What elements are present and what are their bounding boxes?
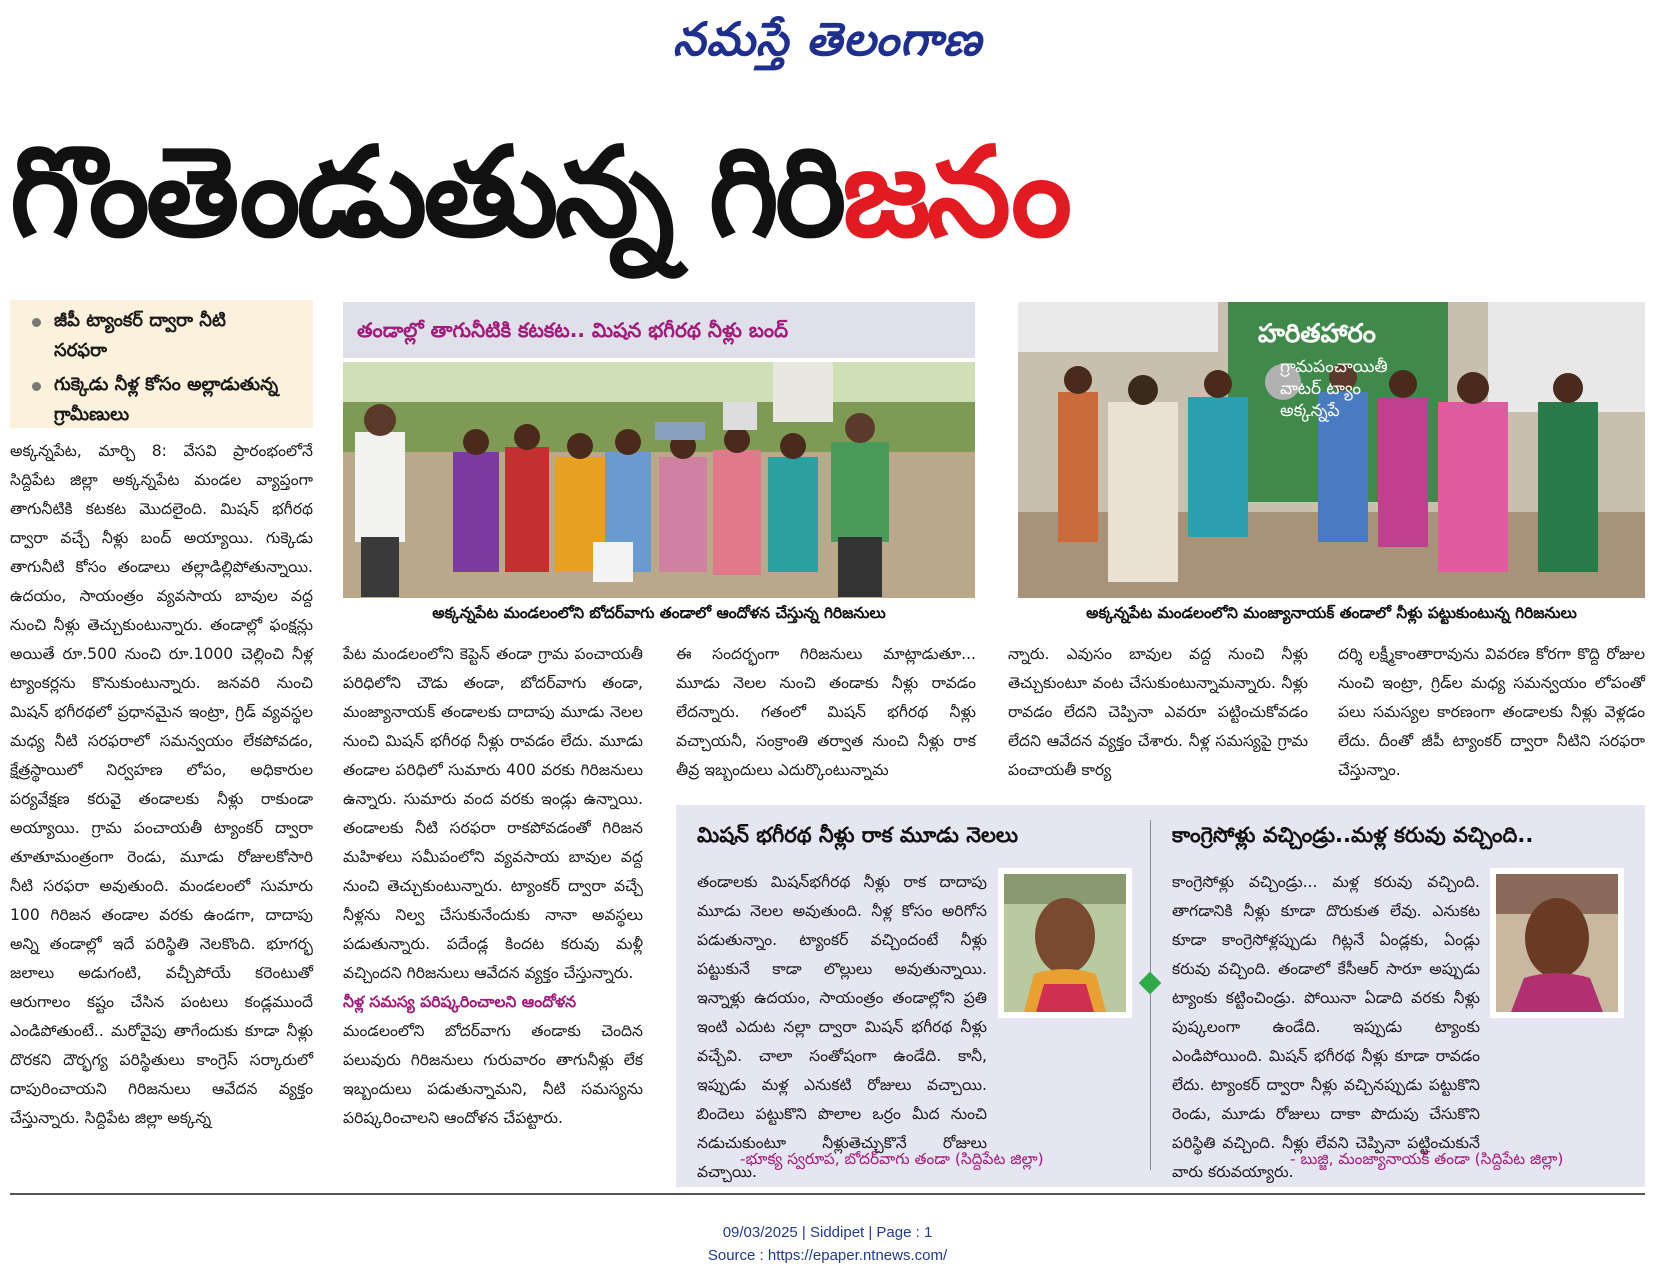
bullet-dot-icon bbox=[32, 318, 41, 327]
bullet-box bbox=[10, 300, 313, 428]
headline bbox=[10, 108, 1596, 280]
masthead-logo: నమస్తే తెలంగాణ bbox=[672, 12, 983, 66]
quote-right-text: కాంగ్రెసోళ్లు వచ్చిండ్రు... మళ్ల కరువు వచ్చింది. తాగడానికి నీళ్లు కూడా దొరుకుత లేవు. ఎనుకట కూడా కాంగ్రెసోళ్లప్పుడు గిట్లనే ఏండ్లకు, ఏండ్లు కరువు వచ్చింది. తండాలో కేసీఆర్ సారూ అప్పుడు ట్యాంకు కట్టించిండ్రు. పోయినా ఏడాది వరకు నీళ్లు పుష్కలంగా ఉండేది. ఇప్పుడు ట్యాంకు ఎండిపోయింది. మిషన్ భగీరథ నీళ్లు కూడా రావడం లేదు. ట్యాంకర్ ద్వారా నీళ్లు వచ్చినప్పుడు పట్టుకొని రెండు, మూడు రోజులు దాకా పొదుపు చేసుకొని పరిస్థితి వచ్చింది. నీళ్లు లేవని చెప్పినా పట్టించుకునే వారు కరువయ్యారు. bbox=[1172, 873, 1480, 1181]
photo-tanker bbox=[1018, 302, 1645, 598]
article-column-4 bbox=[1008, 640, 1308, 785]
bullet-dot-icon bbox=[32, 382, 41, 391]
portrait-left bbox=[998, 868, 1132, 1018]
article-text: పేట మండలంలోని కెప్టెన్ తండా గ్రామ పంచాయతీ పరిధిలోని చౌడు తండా, బోదర్‌వాగు తండా, మంజ్యానాయక్ తండాలకు దాదాపు మూడు నెలల నుంచి మిషన్ భగీరథ నీళ్లు రావడం లేదు. మూడు తండాల పరిధిలో సుమారు 400 వరకు గిరిజనులు ఉన్నారు. సుమారు వంద వరకు ఇండ్లు ఉన్నాయి. తండాలకు నీటి సరఫరా రాకపోవడంతో గిరిజన మహిళలు సమీపంలోని వ్యవసాయ బావుల వద్ద నుంచి తెచ్చుకుంటున్నారు. ట్యాంకర్ ద్వారా వచ్చే నీళ్లను నిల్వ చేసుకునేందుకు నానా అవస్థలు పడుతున్నారు. పదేండ్ల కిందట కరువు మళ్లీ వచ్చిందని గిరిజనులు ఆవేదన వ్యక్తం చేస్తున్నారు. bbox=[343, 645, 643, 982]
article-column-1 bbox=[10, 437, 313, 1137]
photo-sign-text: వాటర్ ట్యాం bbox=[1280, 379, 1362, 399]
article-text: దర్శి లక్ష్మీకాంతారావును వివరణ కోరగా కొద్ది రోజుల నుంచి ఇంట్రా, గ్రిడ్‌ల మధ్య సమన్వయం లోపంతో పలు సమస్యల కారణంగా తండాలకు నీళ్లు వెళ్లడం లేదు. దీంతో జీపీ ట్యాంకర్ ద్వారా నీటిని సరఫరా చేస్తున్నాం. bbox=[1338, 645, 1645, 779]
caption-left: అక్కన్నపేట మండలంలోని బోదర్‌వాగు తండాలో ఆందోళన చేస్తున్న గిరిజనులు bbox=[432, 604, 886, 622]
bullet-item: జీపీ ట్యాంకర్ ద్వారా నీటి సరఫరా bbox=[28, 306, 238, 366]
article-text: ఈ సందర్భంగా గిరిజనులు మాట్లాడుతూ... మూడు నెలల నుంచి తండాకు నీళ్లు రావడం లేదన్నారు. గతంలో మిషన్ భగీరథ నీళ్లు వచ్చాయనీ, సంక్రాంతి తర్వాత నుంచి నీళ్లు రాక తీవ్ర ఇబ్బందులు ఎదుర్కొంటున్నామ bbox=[676, 645, 976, 779]
headline-red: జనం bbox=[842, 121, 1069, 265]
photo-sign-text: గ్రామపంచాయితీ bbox=[1280, 357, 1388, 377]
article-column-3 bbox=[676, 640, 976, 785]
article-text: అక్కన్నపేట, మార్చి 8: వేసవి ప్రారంభంలోనే సిద్దిపేట జిల్లా అక్కన్నపేట మండల వ్యాప్తంగా తాగునీటికి కటకట మొదలైంది. మిషన్ భగీరథ ద్వారా వచ్చే నీళ్లు బంద్ అయ్యాయి. గుక్కెడు తాగునీటి కోసం తండాలు తల్లాడిల్లిపోతున్నాయి. ఉదయం, సాయంత్రం వ్యవసాయ బావుల వద్ద నుంచి నీళ్లు తెచ్చుకుంటున్నారు. తండాల్లో ఫంక్షన్లు అయితే రూ.500 నుంచి రూ.1000 చెల్లించి నీళ్ల ట్యాంకర్లను కొనుకుంటున్నారు. జనవరి నుంచి మిషన్ భగీరథలో ప్రధానమైన ఇంట్రా, గ్రిడ్ వ్యవస్థల మధ్య నీటి సరఫరాలో సమన్వయం లేకపోవడం, క్షేత్రస్థాయిలో నిర్వహణ లోపం, అధికారుల పర్యవేక్షణ కరువై తండాలకు నీళ్లు రాకుండా అయ్యాయి. గ్రామ పంచాయతీ ట్యాంకర్ ద్వారా తూతూమంత్రంగా రెండు, మూడు రోజులకోసారి నీటి సరఫరా అవుతుంది. మండలంలో సుమారు 100 గిరిజన తండాల వరకు ఉండగా, దాదాపు అన్ని తండాల్లో ఇదే పరిస్థితి నెలకొంది. భూగర్భ జలాలు అడుగంటి, వచ్చీపోయే కరెంటుతో ఆరుగాలం కష్టం చేసిన పంటలు కండ్లముందే ఎండిపోతుంటే.. మరోవైపు తాగేందుకు కూడా నీళ్లు దొరకని దౌర్భగ్య పరిస్థితులు కాంగ్రెస్ సర్కారులో దాపురించాయని గిరిజనులు ఆవేదన వ్యక్తం చేస్తున్నారు. సిద్దిపేట జిల్లా అక్కన్న bbox=[10, 442, 313, 1127]
photo-protest bbox=[343, 362, 975, 598]
quote-left-title: మిషన్ భగీరథ నీళ్లు రాక మూడు నెలలు bbox=[697, 823, 1019, 847]
quote-right-signature: - బుజ్జి, మంజ్యానాయక్ తండా (సిద్దిపేట జిల్లా) bbox=[1290, 1150, 1564, 1168]
bottom-rule bbox=[10, 1193, 1645, 1195]
photo-banner: తండాల్లో తాగునీటికి కటకట.. మిషన భగీరథ నీళ్లు బంద్ bbox=[343, 302, 975, 358]
headline-black: గొంతెండుతున్న గిరి bbox=[10, 121, 843, 265]
quote-left-text: తండాలకు మిషన్‌భగీరథ నీళ్లు రాక దాదాపు మూడు నెలల అవుతుంది. నీళ్ల కోసం అరిగోస పడుతున్నాం. ట్యాంకర్ వచ్చిందంటే నీళ్లు పట్టుకునే కాడా లొల్లులు అవుతున్నాయి. ఇన్నాళ్లు ఉదయం, సాయంత్రం తండాల్లోని ప్రతి ఇంటి ఎదుట నల్లా ద్వారా మిషన్ భగీరథ నీళ్లు వచ్చేవి. చాలా సంతోషంగా ఉండేది. కానీ, ఇప్పుడు మళ్ల ఎనుకటి రోజులు వచ్చాయి. బిందెలు పట్టుకొని పొలాల ఒర్రం మీద నుంచి నడుచుకుంటూ నీళ్లుతెచ్చుకొనే రోజులు వచ్చాయి. bbox=[697, 873, 987, 1181]
article-subheading: నీళ్ల సమస్య పరిష్కరించాలని ఆందోళన bbox=[343, 993, 577, 1011]
article-text: న్నారు. ఎవుసం బావుల వద్ద నుంచి నీళ్లు తెచ్చుకుంటూ వంట చేసుకుంటున్నామన్నారు. నీళ్లు రావడం లేదని చెప్పినా ఎవరూ పట్టించుకోవడం లేదని ఆవేదన వ్యక్తం చేశారు. నీళ్ల సమస్యపై గ్రామ పంచాయతీ కార్య bbox=[1008, 645, 1308, 779]
quote-divider bbox=[1150, 820, 1151, 1170]
photo-sign-text: హరితహారం bbox=[1258, 319, 1376, 349]
article-text: మండలంలోని బోదర్‌వాగు తండాకు చెందిన పలువురు గిరిజనులు గురువారం తాగునీళ్లు లేక ఇబ్బందులు పడుతున్నామని, నీటి సమస్యను పరిష్కరించాలని ఆందోళన చేపట్టారు. bbox=[343, 1022, 643, 1127]
article-column-5 bbox=[1338, 640, 1645, 785]
bullet-item: గుక్కెడు నీళ్ల కోసం అల్లాడుతున్న గ్రామీణులు bbox=[28, 370, 303, 430]
footer-source-line: Source : https://epaper.ntnews.com/ bbox=[707, 1247, 948, 1264]
quote-left-signature: -భూక్య స్వరూప, బోదర్‌వాగు తండా (సిద్దిపేట జిల్లా) bbox=[740, 1150, 1044, 1168]
photo-sign-text: అక్కన్నపే bbox=[1280, 401, 1340, 421]
portrait-right bbox=[1490, 868, 1624, 1018]
quote-right-title: కాంగ్రెసోళ్లు వచ్చిండ్రు..మళ్ల కరువు వచ్చింది.. bbox=[1172, 823, 1534, 847]
footer-date-line: 09/03/2025 | Siddipet | Page : 1 bbox=[722, 1224, 933, 1241]
caption-right: అక్కన్నపేట మండలంలోని మంజ్యానాయక్ తండాలో నీళ్లు పట్టుకుంటున్న గిరిజనులు bbox=[1086, 604, 1577, 622]
article-column-2 bbox=[343, 640, 643, 1133]
